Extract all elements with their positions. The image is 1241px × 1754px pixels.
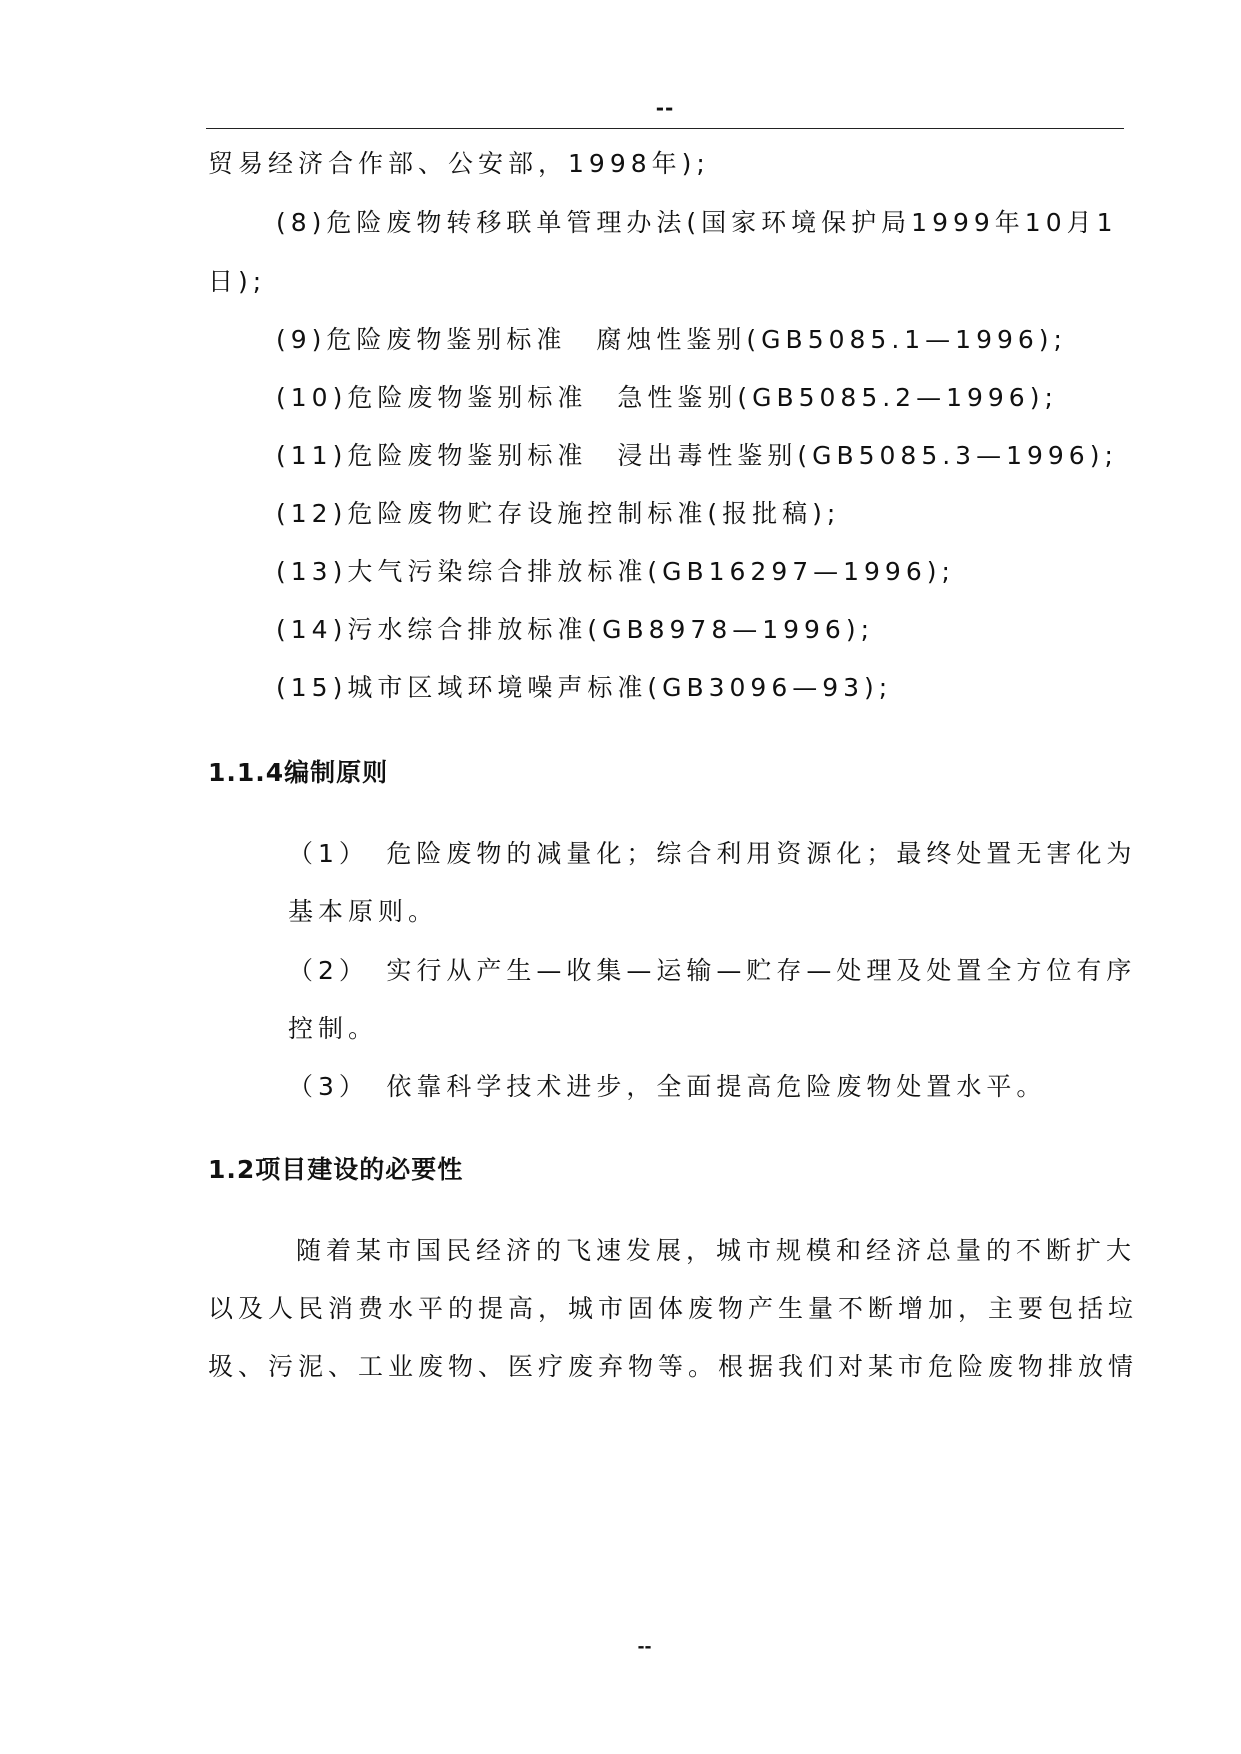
list-item-9: (9)危险废物鉴别标准 腐烛性鉴别(GB5085.1—1996); [276, 325, 1067, 354]
header-mark: -- [655, 96, 675, 120]
list-item-8: (8)危险废物转移联单管理办法(国家环境保护局1999年10月1 [276, 208, 1118, 237]
section-heading: 1.1.4编制原则 [208, 758, 389, 787]
list-item-11: (11)危险废物鉴别标准 浸出毒性鉴别(GB5085.3—1996); [276, 441, 1118, 470]
section-heading: 1.2项目建设的必要性 [208, 1155, 464, 1184]
principle-item-2: （2） 实行从产生—收集—运输—贮存—处理及处置全方位有序 [288, 956, 1137, 985]
text-line: 贸易经济合作部、公安部，1998年); [208, 149, 710, 178]
paragraph-line: 随着某市国民经济的飞速发展，城市规模和经济总量的不断扩大 [296, 1236, 1137, 1265]
list-item-15: (15)城市区域环境噪声标准(GB3096—93); [276, 673, 893, 702]
list-item-12: (12)危险废物贮存设施控制标准(报批稿); [276, 499, 841, 528]
list-item-14: (14)污水综合排放标准(GB8978—1996); [276, 615, 875, 644]
paragraph-line: 圾、污泥、工业废物、医疗废弃物等。根据我们对某市危险废物排放情 [208, 1352, 1139, 1381]
text-line: 日); [208, 267, 267, 296]
principle-item-3: （3） 依靠科学技术进步，全面提高危险废物处置水平。 [288, 1072, 1047, 1101]
paragraph-line: 以及人民消费水平的提高，城市固体废物产生量不断增加，主要包括垃 [208, 1294, 1139, 1323]
text-line: 基本原则。 [288, 897, 439, 926]
list-item-10: (10)危险废物鉴别标准 急性鉴别(GB5085.2—1996); [276, 383, 1058, 412]
principle-item-1: （1） 危险废物的减量化；综合利用资源化；最终处置无害化为 [288, 839, 1137, 868]
text-line: 控制。 [288, 1014, 379, 1043]
list-item-13: (13)大气污染综合排放标准(GB16297—1996); [276, 557, 955, 586]
page-header [206, 96, 1124, 129]
footer-mark: -- [637, 1637, 652, 1657]
